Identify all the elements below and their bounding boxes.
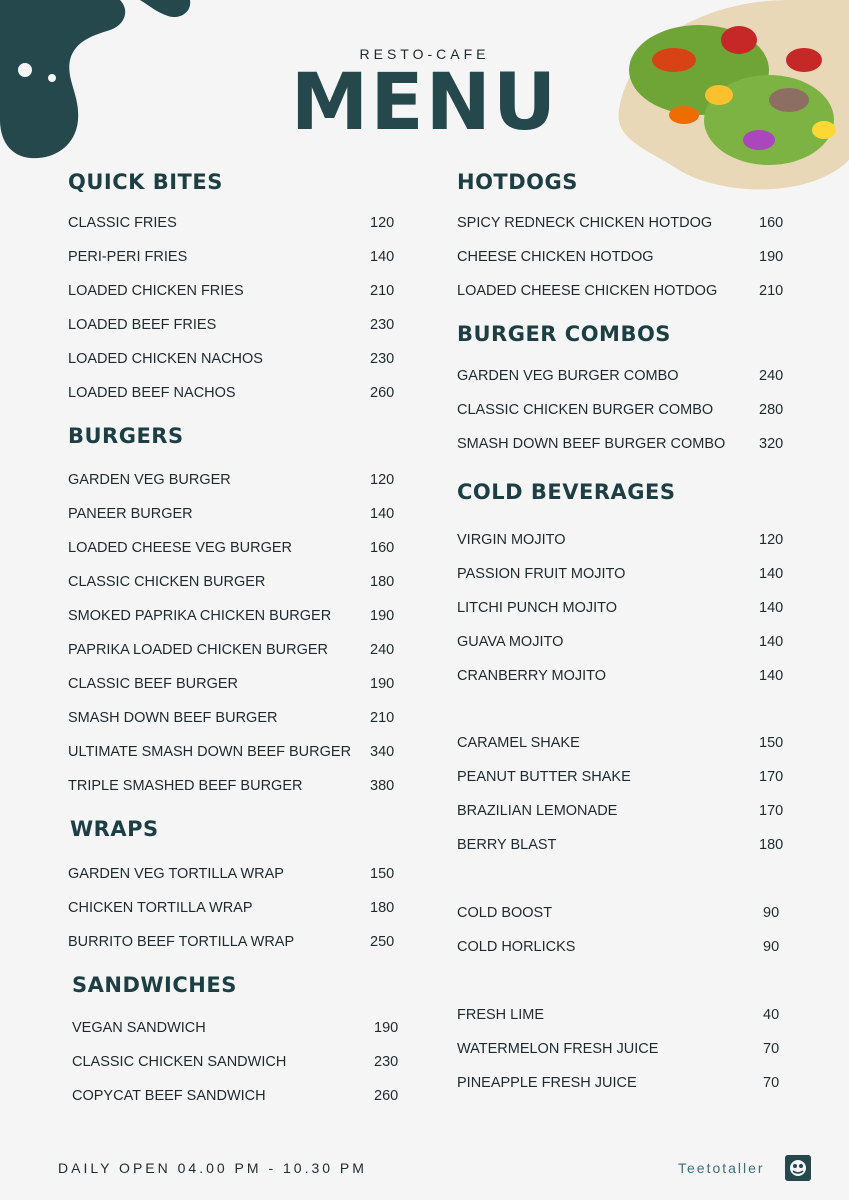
menu-item-mojitos [457, 634, 799, 654]
menu-item-name: PINEAPPLE FRESH JUICE [457, 1075, 637, 1091]
menu-item-mojitos [457, 600, 799, 620]
menu-item-mojitos [457, 532, 799, 552]
menu-item-price: 380 [370, 778, 395, 794]
menu-item-name: LITCHI PUNCH MOJITO [457, 600, 618, 616]
menu-item-burgers [68, 642, 410, 662]
menu-item-name: COLD BOOST [457, 905, 553, 921]
menu-item-price: 140 [759, 634, 784, 650]
menu-item-juices [457, 1007, 803, 1027]
menu-item-price: 140 [759, 600, 784, 616]
menu-item-name: BERRY BLAST [457, 837, 557, 853]
menu-item-burger-combos [457, 436, 799, 456]
menu-item-wraps [68, 866, 410, 886]
menu-item-price: 70 [763, 1041, 780, 1057]
menu-item-name: COLD HORLICKS [457, 939, 576, 955]
menu-item-wraps [68, 934, 410, 954]
menu-item-quick-bites [68, 249, 410, 269]
menu-item-price: 180 [370, 900, 395, 916]
menu-item-price: 70 [763, 1075, 780, 1091]
menu-item-price: 190 [374, 1020, 399, 1036]
menu-item-name: PAPRIKA LOADED CHICKEN BURGER [68, 642, 328, 658]
menu-item-name: PERI-PERI FRIES [68, 249, 188, 265]
menu-item-name: BURRITO BEEF TORTILLA WRAP [68, 934, 295, 950]
menu-item-name: CLASSIC CHICKEN BURGER COMBO [457, 402, 714, 418]
menu-subtitle: RESTO-CAFE [359, 46, 490, 62]
menu-item-name: LOADED CHEESE CHICKEN HOTDOG [457, 283, 718, 299]
menu-item-name: PANEER BURGER [68, 506, 193, 522]
menu-item-price: 190 [759, 249, 784, 265]
menu-item-shakes [457, 735, 799, 755]
menu-item-name: BRAZILIAN LEMONADE [457, 803, 618, 819]
menu-item-price: 230 [374, 1054, 399, 1070]
menu-item-name: PASSION FRUIT MOJITO [457, 566, 626, 582]
menu-item-price: 160 [759, 215, 784, 231]
section-title-hotdogs: HOTDOGS [457, 170, 578, 194]
menu-item-price: 140 [370, 249, 395, 265]
menu-item-price: 190 [370, 676, 395, 692]
menu-item-price: 210 [370, 710, 395, 726]
menu-item-burgers [68, 778, 410, 798]
menu-item-name: ULTIMATE SMASH DOWN BEEF BURGER [68, 744, 352, 760]
menu-item-shakes [457, 837, 799, 857]
menu-item-price: 210 [759, 283, 784, 299]
menu-item-price: 120 [759, 532, 784, 548]
menu-item-price: 120 [370, 215, 395, 231]
brand-name: Teetotaller [678, 1160, 765, 1176]
menu-item-price: 150 [370, 866, 395, 882]
menu-item-name: CRANBERRY MOJITO [457, 668, 607, 684]
menu-item-price: 140 [759, 566, 784, 582]
menu-item-burgers [68, 608, 410, 628]
brand-logo-icon [785, 1155, 811, 1181]
menu-item-name: COPYCAT BEEF SANDWICH [72, 1088, 266, 1104]
opening-hours: DAILY OPEN 04.00 PM - 10.30 PM [58, 1160, 367, 1176]
menu-item-quick-bites [68, 385, 410, 405]
menu-item-price: 140 [759, 668, 784, 684]
section-title-quick-bites: QUICK BITES [68, 170, 223, 194]
menu-item-price: 120 [370, 472, 395, 488]
menu-item-name: SMASH DOWN BEEF BURGER [68, 710, 278, 726]
section-title-sandwiches: SANDWICHES [72, 973, 237, 997]
section-title-burger-combos: BURGER COMBOS [457, 322, 671, 346]
menu-item-mojitos [457, 566, 799, 586]
menu-item-name: GUAVA MOJITO [457, 634, 564, 650]
menu-item-name: CLASSIC CHICKEN BURGER [68, 574, 266, 590]
menu-item-hotdogs [457, 215, 799, 235]
menu-item-quick-bites [68, 283, 410, 303]
menu-item-quick-bites [68, 351, 410, 371]
menu-item-sandwiches [72, 1088, 414, 1108]
menu-item-juices [457, 1041, 803, 1061]
menu-item-burgers [68, 676, 410, 696]
menu-item-name: GARDEN VEG TORTILLA WRAP [68, 866, 284, 882]
menu-item-name: GARDEN VEG BURGER [68, 472, 231, 488]
menu-item-name: VEGAN SANDWICH [72, 1020, 206, 1036]
menu-item-price: 210 [370, 283, 395, 299]
menu-item-burgers [68, 472, 410, 492]
menu-item-price: 230 [370, 351, 395, 367]
section-title-wraps: WRAPS [70, 817, 159, 841]
menu-item-name: LOADED BEEF NACHOS [68, 385, 236, 401]
menu-item-price: 230 [370, 317, 395, 333]
menu-item-shakes [457, 803, 799, 823]
menu-item-price: 190 [370, 608, 395, 624]
menu-item-name: SMASH DOWN BEEF BURGER COMBO [457, 436, 726, 452]
menu-item-price: 340 [370, 744, 395, 760]
menu-item-price: 170 [759, 769, 784, 785]
section-title-burgers: BURGERS [68, 424, 184, 448]
menu-item-sandwiches [72, 1020, 414, 1040]
menu-item-name: CLASSIC BEEF BURGER [68, 676, 239, 692]
menu-item-name: LOADED CHICKEN NACHOS [68, 351, 263, 367]
menu-item-hotdogs [457, 249, 799, 269]
menu-item-name: CHEESE CHICKEN HOTDOG [457, 249, 654, 265]
menu-item-burger-combos [457, 368, 799, 388]
menu-item-burgers [68, 540, 410, 560]
menu-item-quick-bites [68, 317, 410, 337]
menu-item-price: 180 [370, 574, 395, 590]
menu-item-malt-drinks [457, 939, 803, 959]
menu-item-price: 160 [370, 540, 395, 556]
menu-item-name: SPICY REDNECK CHICKEN HOTDOG [457, 215, 713, 231]
menu-item-name: GARDEN VEG BURGER COMBO [457, 368, 679, 384]
menu-item-price: 240 [759, 368, 784, 384]
menu-item-burgers [68, 506, 410, 526]
menu-item-name: CARAMEL SHAKE [457, 735, 580, 751]
menu-item-price: 170 [759, 803, 784, 819]
menu-item-price: 180 [759, 837, 784, 853]
menu-item-juices [457, 1075, 803, 1095]
menu-item-price: 140 [370, 506, 395, 522]
menu-item-burger-combos [457, 402, 799, 422]
menu-item-name: LOADED CHICKEN FRIES [68, 283, 244, 299]
section-title-cold-beverages: COLD BEVERAGES [457, 480, 676, 504]
menu-item-name: LOADED CHEESE VEG BURGER [68, 540, 292, 556]
menu-item-price: 90 [763, 939, 780, 955]
menu-item-price: 280 [759, 402, 784, 418]
menu-item-name: LOADED BEEF FRIES [68, 317, 217, 333]
menu-item-quick-bites [68, 215, 410, 235]
menu-item-name: TRIPLE SMASHED BEEF BURGER [68, 778, 303, 794]
menu-item-price: 260 [374, 1088, 399, 1104]
menu-item-price: 260 [370, 385, 395, 401]
menu-item-wraps [68, 900, 410, 920]
menu-item-price: 90 [763, 905, 780, 921]
menu-item-name: CHICKEN TORTILLA WRAP [68, 900, 253, 916]
menu-title: MENU [290, 58, 559, 148]
menu-item-name: SMOKED PAPRIKA CHICKEN BURGER [68, 608, 332, 624]
menu-item-name: FRESH LIME [457, 1007, 545, 1023]
menu-item-name: VIRGIN MOJITO [457, 532, 566, 548]
menu-item-price: 40 [763, 1007, 780, 1023]
menu-item-sandwiches [72, 1054, 414, 1074]
menu-item-name: PEANUT BUTTER SHAKE [457, 769, 631, 785]
menu-item-burgers [68, 710, 410, 730]
menu-item-burgers [68, 574, 410, 594]
menu-item-hotdogs [457, 283, 799, 303]
menu-item-shakes [457, 769, 799, 789]
menu-item-price: 150 [759, 735, 784, 751]
menu-item-price: 250 [370, 934, 395, 950]
menu-item-price: 320 [759, 436, 784, 452]
menu-item-burgers [68, 744, 410, 764]
menu-item-name: CLASSIC CHICKEN SANDWICH [72, 1054, 287, 1070]
menu-item-name: WATERMELON FRESH JUICE [457, 1041, 659, 1057]
menu-item-mojitos [457, 668, 799, 688]
menu-item-name: CLASSIC FRIES [68, 215, 177, 231]
menu-item-price: 240 [370, 642, 395, 658]
menu-item-malt-drinks [457, 905, 803, 925]
